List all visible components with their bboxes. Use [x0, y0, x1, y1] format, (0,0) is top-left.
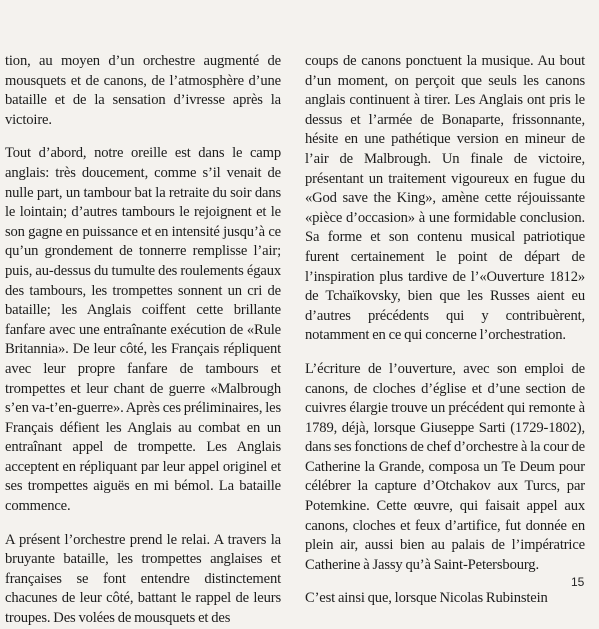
- page-number: 15: [571, 575, 585, 589]
- paragraph: A présent l’orchestre prend le relai. A travers la bruyante bataille, les trompettes anglaises et françaises se font entendre distinctement chacunes de leur côté, battant le rappel de leurs troupes. Des volées de mousquets et des: [5, 531, 281, 627]
- paragraph: Tout d’abord, notre oreille est dans le camp anglais: très doucement, comme s’il venait de nulle part, un tambour bat la retraite du soir dans le lointain; d’autres tambours le rejoignent et le son gagne en puissance et en intensité jusqu’à ce qu’un grondement de tonnerre remplisse l’air; puis, au-dessus du tumulte des roulements égaux des tambours, les trompettes sonnent un cri de bataille; les Anglais coiffent cette brillante fanfare avec une entraînante exécution de «Rule Britannia». De leur côté, les Français répliquent avec leur propre fanfare de tambours et trompettes et leur chant de guerre «Malbrough s’en va-t’en-guerre». Après ces préliminaires, les Français défient les Anglais au combat en un entraînant appel de trompette. Les Anglais acceptent en répliquant par leur appel originel et ses trompettes aiguës en mi bémol. La bataille commence.: [5, 145, 281, 515]
- left-text-column: [5, 52, 281, 629]
- paragraph: coups de canons ponctuent la musique. Au bout d’un moment, on perçoit que seuls les canons anglais continuent à tirer. Les Anglais ont pris le dessus et l’armée de Bonaparte, frissonnante, hésite en une pathétique version en mineur de l’air de Malbrough. Un finale de victoire, présentant un traitement vigoureux en fugue du «God save the King», amène cette réjouissante «pièce d’occasion» à une formidable conclusion. Sa forme et son contenu musical patriotique furent certainement le point de départ de l’inspiration plus tardive de l’«Ouverture 1812» de Tchaïkovsky, bien que les Russes aient eu d’autres précédents qui y contribuèrent, notamment en ce qui concerne l’orchestration.: [305, 53, 585, 344]
- right-text-column: [305, 52, 585, 609]
- paragraph: tion, au moyen d’un orchestre augmenté de mousquets et de canons, de l’atmosphère d’une bataille et de la sensation d’ivresse après la victoire.: [5, 53, 281, 128]
- paragraph: C’est ainsi que, lorsque Nicolas Rubinstein: [305, 590, 548, 607]
- paragraph: L’écriture de l’ouverture, avec son emploi de canons, de cloches d’église et d’une section de cuivres élargie trouve un précédent qui remonte à 1789, déjà, lorsque Giuseppe Sarti (1729-1802), dans ses fonctions de chef d’orchestre à la cour de Catherine la Grande, composa un Te Deum pour célébrer la capture d’Otchakov aux Turcs, par Potemkine. Cette œuvre, qui faisait appel aux canons, cloches et feux d’artifice, fut donnée en plein air, aussi bien au palais de l’impératrice Catherine à Jassy qu’à Saint-Petersbourg.: [305, 360, 585, 573]
